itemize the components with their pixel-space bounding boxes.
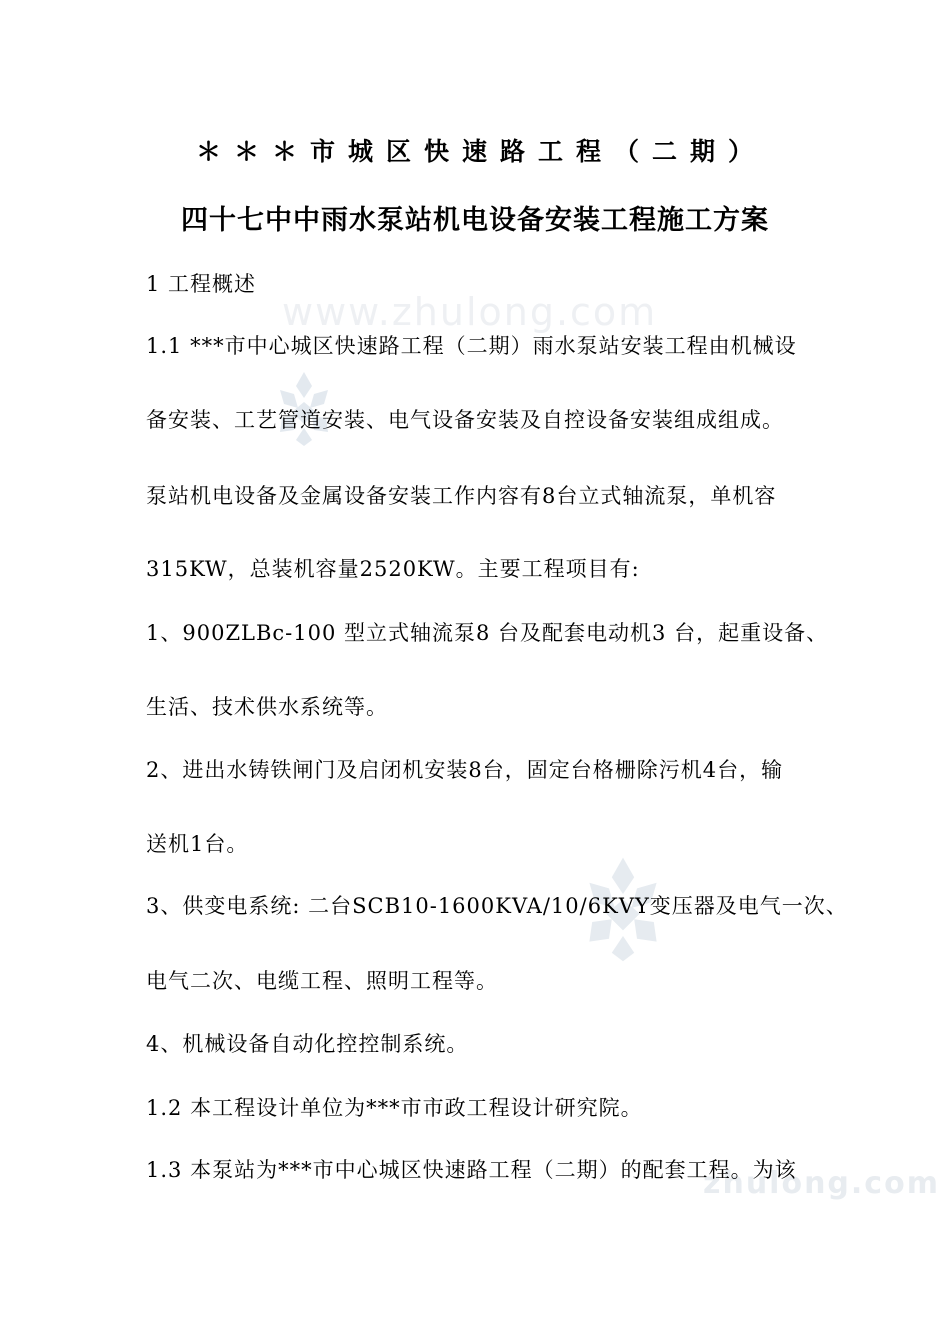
list-item: 3、供变电系统: 二台SCB10-1600KVA/10/6KVY变压器及电气一次、 [146, 894, 848, 918]
watermark-text-bottom: zhulong.com [703, 1166, 940, 1201]
list-item: 4、机械设备自动化控控制系统。 [146, 1032, 469, 1056]
paragraph-line: 1.1 ***市中心城区快速路工程（二期）雨水泵站安装工程由机械设 [146, 334, 797, 358]
paragraph-line: 1.3 本泵站为***市中心城区快速路工程（二期）的配套工程。为该 [146, 1158, 797, 1182]
list-item-continuation: 送机1台。 [146, 832, 249, 856]
list-item: 1、900ZLBc-100 型立式轴流泵8 台及配套电动机3 台，起重设备、 [146, 621, 829, 645]
paragraph-line: 1.2 本工程设计单位为***市市政工程设计研究院。 [146, 1096, 643, 1120]
document-subtitle: 四十七中中雨水泵站机电设备安装工程施工方案 [181, 205, 769, 236]
list-item: 2、进出水铸铁闸门及启闭机安装8台，固定台格栅除污机4台，输 [146, 758, 784, 782]
list-item-continuation: 生活、技术供水系统等。 [146, 695, 388, 719]
list-item-continuation: 电气二次、电缆工程、照明工程等。 [146, 969, 498, 993]
section-heading: 1 工程概述 [146, 272, 257, 296]
document-title: ＊＊＊市城区快速路工程（二期） [195, 137, 766, 166]
paragraph-line: 备安装、工艺管道安装、电气设备安装及自控设备安装组成组成。 [146, 408, 784, 432]
watermark-text-top: www.zhulong.com [282, 290, 658, 334]
paragraph-line: 315KW，总装机容量2520KW。主要工程项目有: [146, 557, 640, 581]
paragraph-line: 泵站机电设备及金属设备安装工作内容有8台立式轴流泵，单机容 [146, 484, 777, 508]
